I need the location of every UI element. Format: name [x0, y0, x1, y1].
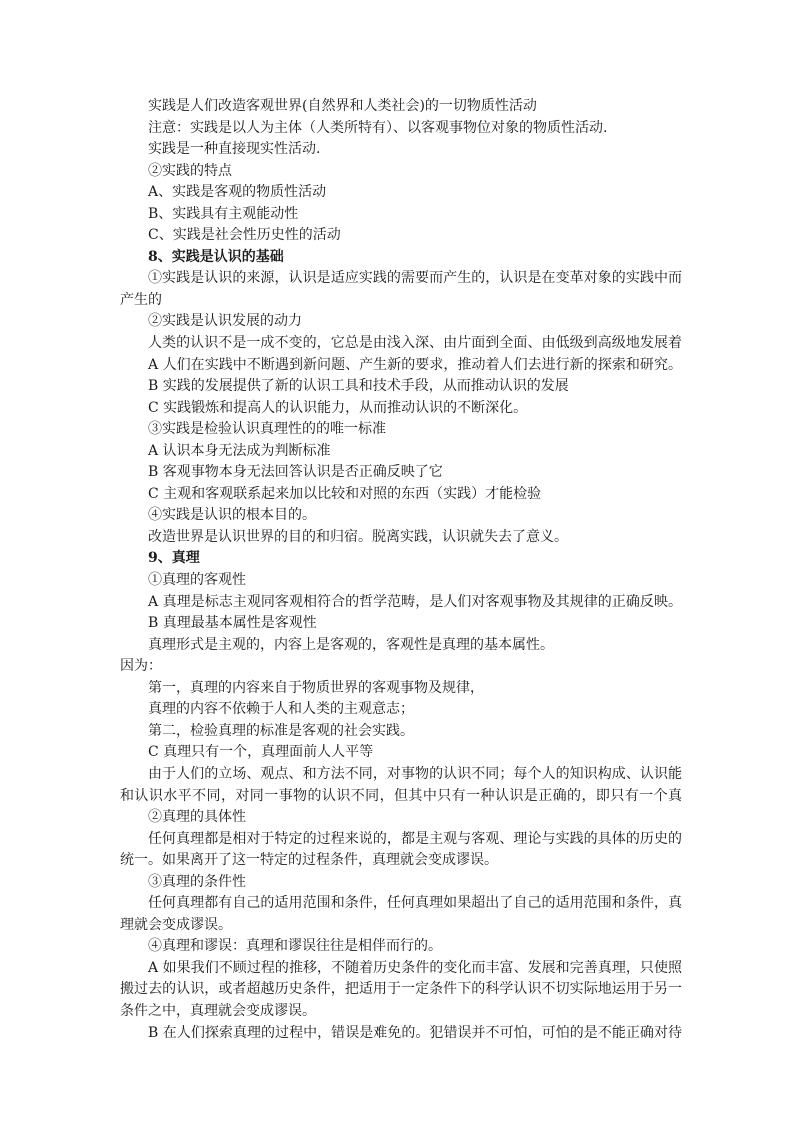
paragraph-line: B 实践的发展提供了新的认识工具和技术手段，从而推动认识的发展 [148, 378, 569, 395]
paragraph-line: 搬过去的认识，或者超越历史条件，把适用于一定条件下的科学认识不切实际地运用于另一 [120, 981, 682, 998]
paragraph-line: 统一。如果离开了这一特定的过程条件，真理就会变成谬误。 [120, 852, 498, 869]
document-body [120, 96, 682, 1044]
paragraph-line: 由于人们的立场、观点、和方法不同，对事物的认识不同；每个人的知识构成、认识能 [148, 765, 682, 782]
paragraph-line: A 如果我们不顾过程的推移，不随着历史条件的变化而丰富、发展和完善真理，只使照 [148, 959, 682, 976]
paragraph-line: 任何真理都有自己的适用范围和条件，任何真理如果超出了自己的适用范围和条件，真 [148, 895, 682, 912]
paragraph-line: ②实践的特点 [148, 162, 232, 179]
paragraph-line: B 真理最基本属性是客观性 [148, 615, 317, 632]
paragraph-line: 人类的认识不是一成不变的，它总是由浅入深、由片面到全面、由低级到高级地发展着 [148, 335, 682, 352]
paragraph-line: ①实践是认识的来源，认识是适应实践的需要而产生的，认识是在变革对象的实践中而 [148, 270, 682, 287]
paragraph-line: 第二，检验真理的标准是客观的社会实践。 [148, 722, 414, 739]
paragraph-line: ③实践是检验认识真理性的的唯一标准 [148, 421, 386, 438]
paragraph-line: B 在人们探索真理的过程中，错误是难免的。犯错误并不可怕，可怕的是不能正确对待 [148, 1024, 682, 1041]
paragraph-line: 和认识水平不同，对同一事物的认识不同，但其中只有一种认识是正确的，即只有一个真 [120, 787, 682, 804]
paragraph-line: ①真理的客观性 [148, 572, 246, 589]
paragraph-line: 因为： [120, 658, 162, 675]
paragraph-line: 实践是人们改造客观世界(自然界和人类社会)的一切物质性活动 [148, 98, 537, 114]
paragraph-line: C 实践锻炼和提高人的认识能力，从而推动认识的不断深化。 [148, 399, 528, 416]
paragraph-line: 第一，真理的内容来自于物质世界的客观事物及规律， [148, 679, 484, 696]
paragraph-line: C、实践是社会性历史性的活动 [148, 227, 341, 244]
paragraph-line: B、实践具有主观能动性 [148, 205, 299, 222]
paragraph-line: A 认识本身无法成为判断标准 [148, 442, 331, 459]
paragraph-line: ④真理和谬误：真理和谬误往往是相伴而行的。 [148, 938, 442, 955]
paragraph-line: 条件之中，真理就会变成谬误。 [120, 1002, 316, 1019]
paragraph-line: 任何真理都是相对于特定的过程来说的，都是主观与客观、理论与实践的具体的历史的 [148, 830, 682, 847]
paragraph-line: 产生的 [120, 291, 162, 308]
paragraph-line: 真理形式是主观的，内容上是客观的，客观性是真理的基本属性。 [148, 636, 554, 653]
section-heading: 8、实践是认识的基础 [148, 248, 284, 265]
paragraph-line: 真理的内容不依赖于人和人类的主观意志； [148, 701, 414, 718]
paragraph-line: A、实践是客观的物质性活动 [148, 184, 327, 201]
paragraph-line: 理就会变成谬误。 [120, 916, 232, 933]
section-heading: 9、真理 [148, 550, 200, 567]
paragraph-line: C 主观和客观联系起来加以比较和对照的东西（实践）才能检验 [148, 485, 542, 502]
paragraph-line: 改造世界是认识世界的目的和归宿。脱离实践，认识就失去了意义。 [148, 528, 568, 545]
paragraph-line: ②实践是认识发展的动力 [148, 313, 302, 330]
paragraph-line: B 客观事物本身无法回答认识是否正确反映了它 [148, 464, 443, 481]
paragraph-line: A 真理是标志主观同客观相符合的哲学范畴，是人们对客观事物及其规律的正确反映。 [148, 593, 682, 610]
paragraph-line: ③真理的条件性 [148, 873, 246, 890]
paragraph-line: ④实践是认识的根本目的。 [148, 507, 316, 524]
paragraph-line: C 真理只有一个，真理面前人人平等 [148, 744, 374, 761]
paragraph-line: ②真理的具体性 [148, 809, 246, 826]
paragraph-line: A 人们在实践中不断遇到新问题、产生新的要求，推动着人们去进行新的探索和研究。 [148, 356, 682, 373]
paragraph-line: 注意：实践是以人为主体（人类所特有）、以客观事物位对象的物质性活动. [148, 119, 608, 136]
paragraph-line: 实践是一种直接现实性活动. [148, 141, 321, 158]
